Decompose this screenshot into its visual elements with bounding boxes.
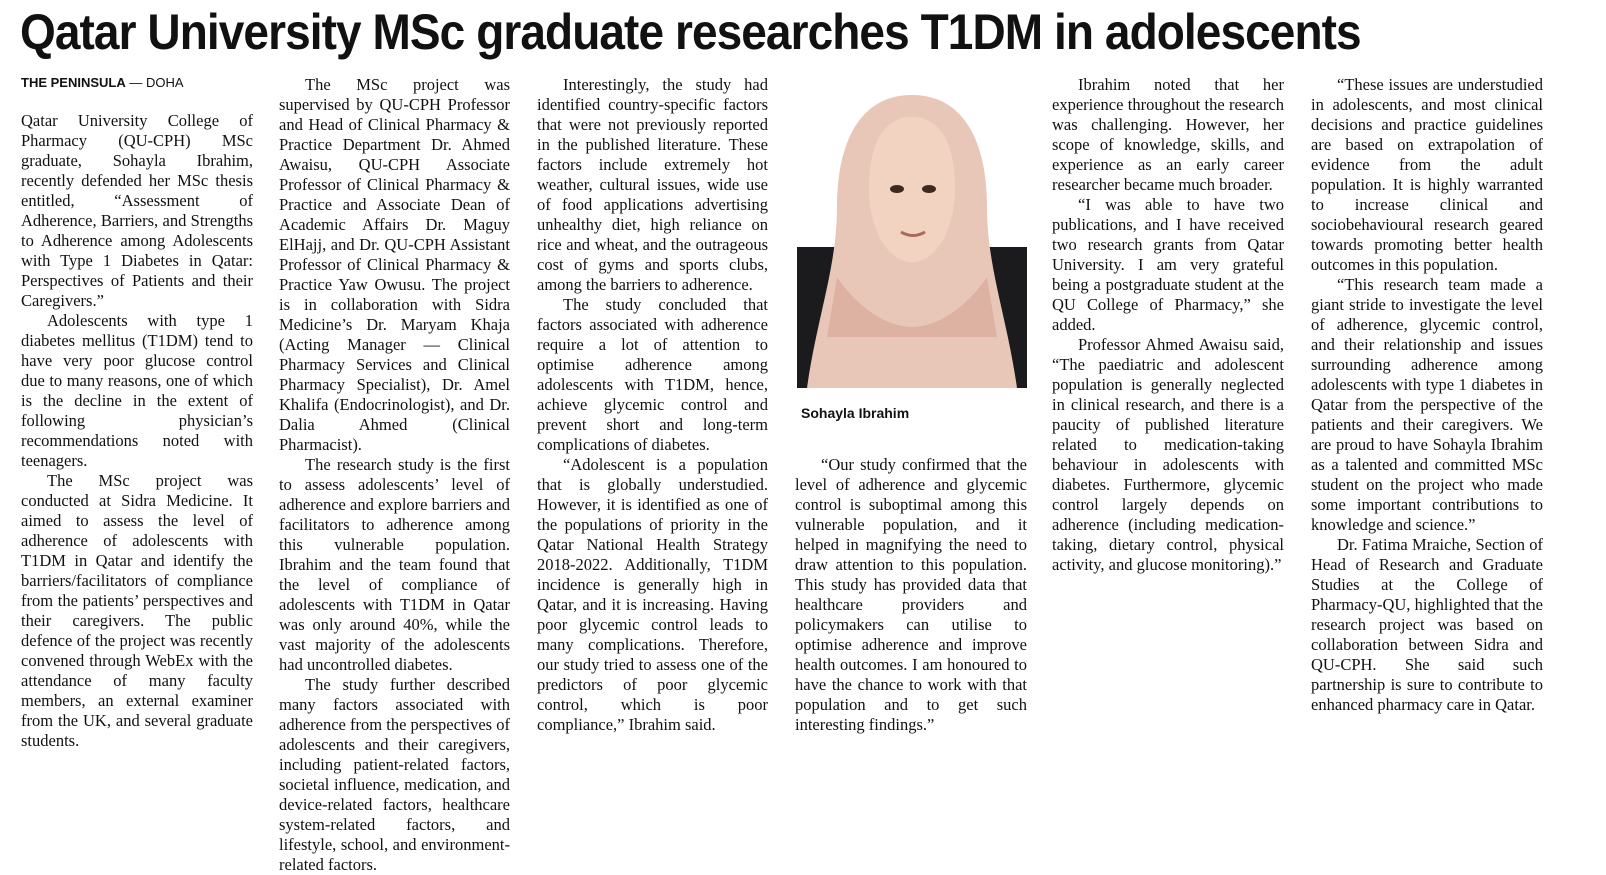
paragraph: The study concluded that factors associated with adherence require a lot of attention to optimise adherence among adolescents with T1DM, hence, achieve glycemic control and prevent short and long-term complications of diabetes. [537,295,768,454]
paragraph: Ibrahim noted that her experience throughout the research was challenging. However, her scope of knowledge, skills, and experience as an early career researcher became much broader. [1052,75,1284,194]
paragraph: The research study is the first to assess adolescents’ level of adherence and explore barriers and facilitators to adherence among this vulnerable population. Ibrahim and the team found that the level of compliance of adolescents with T1DM in Qatar was only around 40%, while the vast majority of the adolescents had uncontrolled diabetes. [279,455,510,674]
article-column-6 [1311,75,1543,790]
paragraph: Adolescents with type 1 diabetes mellitus (T1DM) tend to have very poor glucose control due to many reasons, one of which is the decline in the extent of following physician’s recommendations noted with teenagers. [21,311,253,470]
paragraph: The MSc project was conducted at Sidra Medicine. It aimed to assess the level of adherence of adolescents with T1DM in Qatar and identify the barriers/facilitators of compliance from the patients’ perspectives and their caregivers. The public defence of the project was recently convened through WebEx with the attendance of many faculty members, an external examiner from the UK, and several graduate students. [21,471,253,750]
paragraph: “Adolescent is a population that is globally understudied. However, it is identified as one of the populations of priority in the Qatar National Health Strategy 2018-2022. Additionally, T1DM incidence is generally high in Qatar, and it is increasing. Having poor glycemic control leads to many complications. Therefore, our study tried to assess one of the predictors of poor glycemic control, which is poor compliance,” Ibrahim said. [537,455,768,734]
photo-caption: Sohayla Ibrahim [801,405,910,421]
article-column-2 [279,75,510,874]
paragraph: Interestingly, the study had identified country-specific factors that were not previously reported in the published literature. These factors include extremely hot weather, cultural issues, wide use of food applications advertising unhealthy diet, high reliance on rice and wheat, and the outrageous cost of gyms and sports clubs, among the barriers to adherence. [537,75,768,294]
article-column-3 [537,75,768,790]
portrait-photo [797,77,1027,388]
paragraph: “I was able to have two publications, and I have received two research grants from Qatar University. I am very grateful being a postgraduate student at the QU College of Pharmacy,” she added. [1052,195,1284,334]
dateline-separator: — [125,75,146,90]
paragraph: “These issues are understudied in adolescents, and most clinical decisions and practice guidelines are based on extrapolation of evidence from the adult population. It is highly warranted to increase clinical and sociobehavioural research geared towards promoting better health outcomes in this population. [1311,75,1543,274]
dateline-publication: THE PENINSULA [21,75,126,90]
article-column-5 [1052,75,1284,790]
portrait-illustration [797,77,1027,388]
paragraph: “Our study confirmed that the level of adherence and glycemic control is suboptimal among this vulnerable population, and it helped in magnifying the need to draw attention to this population. This study has provided data that healthcare providers and policymakers can utilise to optimise adherence and improve health outcomes. I am honoured to have the chance to work with that population and to get such interesting findings.” [795,455,1027,734]
headline: Qatar University MSc graduate researches T1DM in adolescents [20,4,1361,60]
article-column-1 [21,75,253,790]
paragraph: Professor Ahmed Awaisu said, “The paediatric and adolescent population is generally neglected in clinical research, and there is a paucity of published literature related to medication-taking behaviour in adolescents with diabetes. Furthermore, glycemic control largely depends on adherence (including medication-taking, dietary control, physical activity, and glucose monitoring).” [1052,335,1284,574]
paragraph: Qatar University College of Pharmacy (QU-CPH) MSc graduate, Sohayla Ibrahim, recently defended her MSc thesis entitled, “Assessment of Adherence, Barriers, and Strengths to Adherence among Adolescents with Type 1 Diabetes in Qatar: Perspectives of Patients and their Caregivers.” [21,111,253,310]
article-column-4-bottom [795,455,1027,790]
paragraph: The MSc project was supervised by QU-CPH Professor and Head of Clinical Pharmacy & Practice Department Dr. Ahmed Awaisu, QU-CPH Associate Professor of Clinical Pharmacy & Practice and Associate Dean of Academic Affairs Dr. Maguy ElHajj, and Dr. QU-CPH Assistant Professor of Clinical Pharmacy & Practice Yaw Owusu. The project is in collaboration with Sidra Medicine’s Dr. Maryam Khaja (Acting Manager — Clinical Pharmacy Services and Clinical Pharmacy Specialist), Dr. Amel Khalifa (Endocrinologist), and Dr. Dalia Ahmed (Clinical Pharmacist). [279,75,510,454]
paragraph: Dr. Fatima Mraiche, Section of Head of Research and Graduate Studies at the College of Pharmacy-QU, highlighted that the research project was based on collaboration between Sidra and QU-CPH. She said such partnership is sure to contribute to enhanced pharmacy care in Qatar. [1311,535,1543,714]
dateline [21,75,253,91]
paragraph: The study further described many factors associated with adherence from the perspectives of adolescents and their caregivers, including patient-related factors, societal influence, medication, and device-related factors, healthcare system-related factors, and lifestyle, school, and environment-related factors. [279,675,510,874]
paragraph: “This research team made a giant stride to investigate the level of adherence, glycemic control, and their relationship and issues surrounding adherence among adolescents with type 1 diabetes in Qatar from the perspective of the patients and their caregivers. We are proud to have Sohayla Ibrahim as a talented and committed MSc student on the project who made some important contributions to knowledge and science.” [1311,275,1543,534]
dateline-place: DOHA [145,75,184,90]
